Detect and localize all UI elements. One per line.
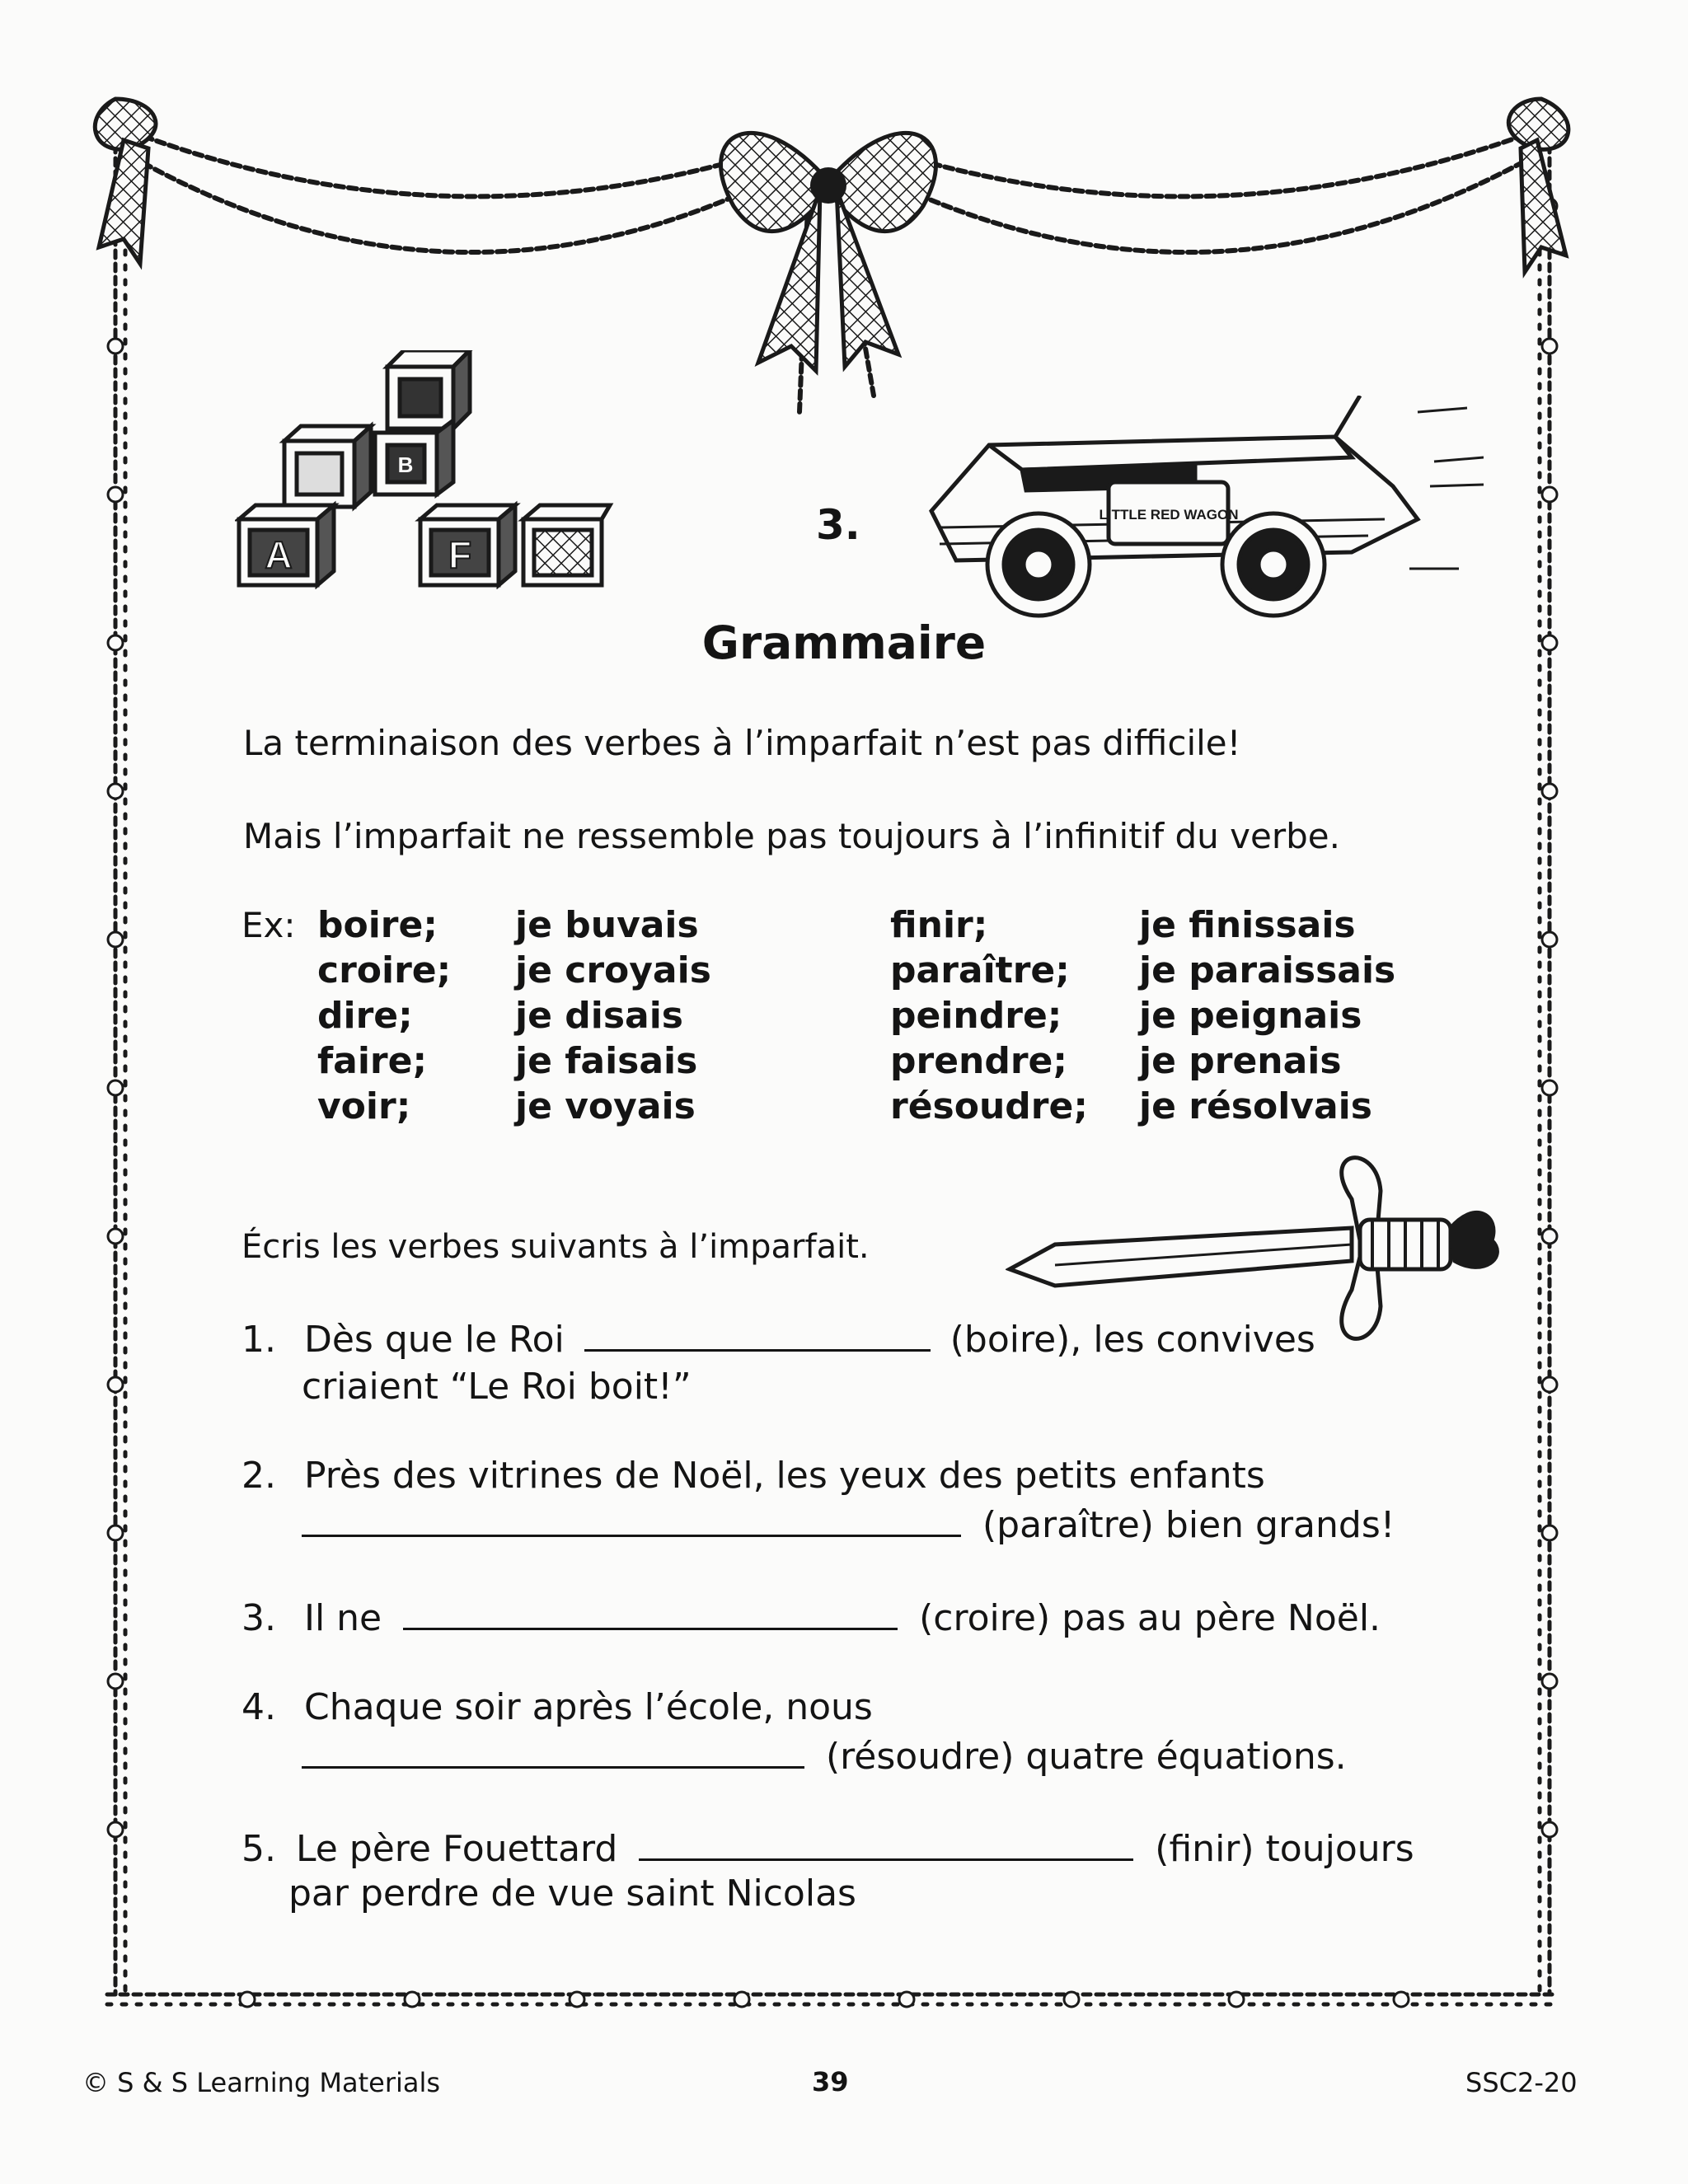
block-letter-b: B <box>397 452 414 477</box>
question-5 <box>241 1825 1414 1870</box>
example-infinitive: dire; <box>317 995 413 1037</box>
footer-code: SSC2-20 <box>1465 2067 1578 2098</box>
question-text-before: Chaque soir après l’école, nous <box>303 1686 873 1728</box>
question-number: 5. <box>241 1828 276 1870</box>
question-text-after: (croire) pas au père Noël. <box>919 1597 1381 1639</box>
wagon-illustration <box>923 396 1484 618</box>
question-4 <box>241 1686 873 1728</box>
example-infinitive: finir; <box>890 904 988 946</box>
block-letter-a: A <box>265 533 293 576</box>
question-2 <box>241 1455 1265 1497</box>
question-1-line-2: criaient “Le Roi boit!” <box>302 1366 692 1408</box>
example-infinitive: boire; <box>317 904 438 946</box>
intro-line-1: La terminaison des verbes à l’imparfait n’est pas difficile! <box>243 723 1241 763</box>
question-text-after: (boire), les convives <box>950 1319 1315 1361</box>
question-text-after: (finir) toujours <box>1155 1828 1414 1870</box>
example-imparfait: je disais <box>515 995 683 1037</box>
block-letter-f: F <box>448 533 472 576</box>
question-number: 2. <box>241 1455 276 1497</box>
example-infinitive: croire; <box>317 949 452 991</box>
question-1 <box>241 1316 1315 1361</box>
question-text-after: (paraître) bien grands! <box>982 1504 1395 1546</box>
question-text-before: Dès que le Roi <box>303 1319 565 1361</box>
question-text-before: Il ne <box>303 1597 382 1639</box>
toy-blocks-illustration <box>235 350 614 589</box>
intro-line-2: Mais l’imparfait ne ressemble pas toujours à l’infinitif du verbe. <box>243 816 1340 856</box>
example-imparfait: je faisais <box>515 1040 698 1082</box>
example-imparfait: je peignais <box>1139 995 1362 1037</box>
examples-label: Ex: <box>241 905 296 945</box>
example-infinitive: peindre; <box>890 995 1062 1037</box>
question-text-before: Près des vitrines de Noël, les yeux des petits enfants <box>303 1455 1265 1497</box>
example-infinitive: prendre; <box>890 1040 1067 1082</box>
example-infinitive: paraître; <box>890 949 1070 991</box>
answer-blank-1[interactable] <box>584 1316 931 1352</box>
question-5-line-2: par perdre de vue saint Nicolas <box>288 1872 856 1915</box>
question-2-line-2 <box>302 1502 1395 1546</box>
question-number: 4. <box>241 1686 276 1728</box>
answer-blank-4[interactable] <box>302 1733 804 1769</box>
question-4-line-2 <box>302 1733 1347 1778</box>
example-infinitive: résoudre; <box>890 1085 1088 1127</box>
footer-page-number: 39 <box>812 2066 849 2097</box>
example-imparfait: je buvais <box>515 904 699 946</box>
example-imparfait: je croyais <box>515 949 711 991</box>
question-number: 1. <box>241 1319 276 1361</box>
example-imparfait: je paraissais <box>1139 949 1396 991</box>
example-imparfait: je finissais <box>1139 904 1356 946</box>
page-title: Grammaire <box>701 616 987 669</box>
answer-blank-5[interactable] <box>639 1825 1133 1861</box>
example-infinitive: voir; <box>317 1085 411 1127</box>
instruction-text: Écris les verbes suivants à l’imparfait. <box>241 1228 870 1266</box>
footer-copyright: © S & S Learning Materials <box>82 2067 441 2098</box>
example-imparfait: je voyais <box>515 1085 696 1127</box>
answer-blank-2[interactable] <box>302 1502 961 1537</box>
question-3 <box>241 1595 1381 1639</box>
answer-blank-3[interactable] <box>403 1595 898 1630</box>
wagon-label: LITTLE RED WAGON <box>1099 507 1239 523</box>
question-text-before: Le père Fouettard <box>295 1828 618 1870</box>
exercise-number: 3. <box>816 501 860 549</box>
question-number: 3. <box>241 1597 276 1639</box>
example-imparfait: je résolvais <box>1139 1085 1372 1127</box>
example-imparfait: je prenais <box>1139 1040 1342 1082</box>
example-infinitive: faire; <box>317 1040 428 1082</box>
question-text-after: (résoudre) quatre équations. <box>826 1736 1347 1778</box>
